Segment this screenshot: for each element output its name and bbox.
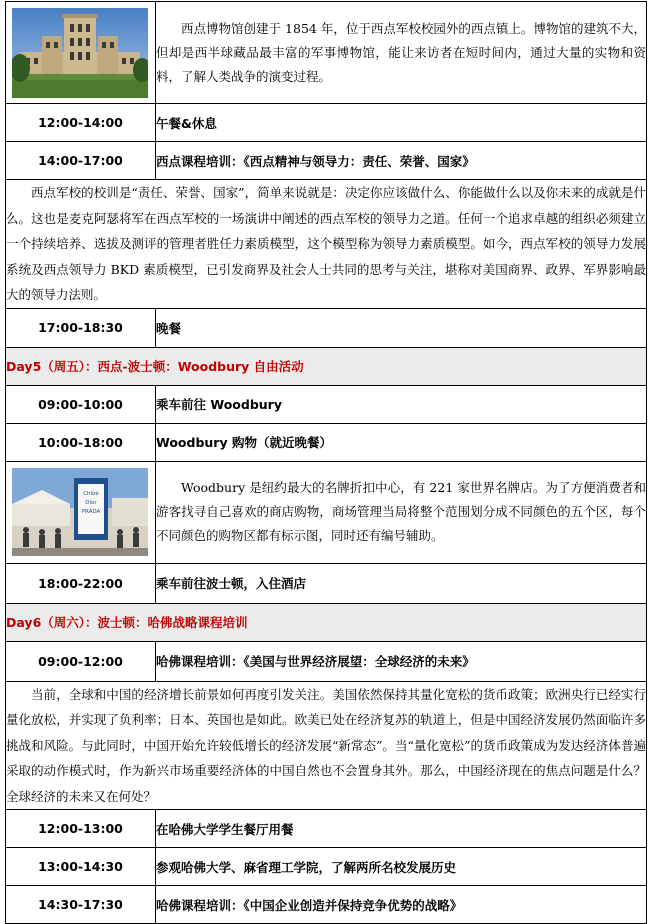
- sign-text-3: PRADA: [81, 509, 101, 515]
- schedule-row: [6, 104, 647, 142]
- time-cell: 12:00-14:00: [6, 104, 156, 142]
- itinerary-table: [5, 1, 647, 924]
- activity-cell: 哈佛课程培训：《中国企业创造并保持竞争优势的战略》: [156, 886, 647, 924]
- schedule-row: [6, 886, 647, 924]
- time-cell: 14:00-17:00: [6, 142, 156, 180]
- schedule-row: [6, 848, 647, 886]
- sign-text-2: Dior: [85, 500, 97, 506]
- activity-cell: 西点课程培训：《西点精神与领导力：责任、荣誉、国家》: [156, 142, 647, 180]
- woodbury-description: Woodbury 是纽约最大的名牌折扣中心，有 221 家世界名牌店。为了方便消费者和游客找寻自己喜欢的商店购物，商场管理当局将整个范围划分成不同颜色的五个区，每个不同颜色的购物区都有标示图，同时还有编号辅助。: [156, 461, 647, 563]
- woodbury-row: [6, 461, 647, 563]
- activity-cell: 乘车前往波士顿，入住酒店: [156, 563, 647, 603]
- activity-cell: Woodbury 购物（就近晚餐）: [156, 423, 647, 461]
- woodbury-photo-cell: [6, 461, 156, 563]
- schedule-row: [6, 142, 647, 180]
- day6-title: Day6（周六）：波士顿：哈佛战略课程培训: [6, 603, 647, 641]
- day5-title: Day5（周五）：西点-波士顿：Woodbury 自由活动: [6, 347, 647, 385]
- activity-cell: 晚餐: [156, 308, 647, 347]
- museum-description: 西点博物馆创建于 1854 年，位于西点军校校园外的西点镇上。博物馆的建筑不大，但却是西半球藏品最丰富的军事博物馆，能让来访者在短时间内，通过大量的实物和资料，了解人类战争的演变过程。: [156, 2, 647, 104]
- activity-cell: 在哈佛大学学生餐厅用餐: [156, 810, 647, 848]
- schedule-row: [6, 810, 647, 848]
- time-cell: 12:00-13:00: [6, 810, 156, 848]
- sign-text-1: Chloé: [83, 491, 99, 497]
- woodbury-photo: [12, 468, 148, 556]
- economy-paragraph: 当前，全球和中国的经济增长前景如何再度引发关注。美国依然保持其量化宽松的货币政策；欧洲央行已经实行量化放松，并实现了负利率；日本、英国也是如此。欧美已处在经济复苏的轨道上，但是中国经济发展仍然面临许多挑战和风险。与此同时，中国开始允许较低增长的经济发展“新常态”。当“量化宽松”的货币政策成为发达经济体普遍采取的动作模式时，作为新兴市场重要经济体的中国自然也不会置身其外。那么，中国经济现在的焦点问题是什么？全球经济的未来又在何处？: [6, 681, 647, 810]
- schedule-row: [6, 308, 647, 347]
- schedule-row: [6, 385, 647, 423]
- activity-cell: 乘车前往 Woodbury: [156, 385, 647, 423]
- day6-header-row: [6, 603, 647, 641]
- schedule-row: [6, 423, 647, 461]
- time-cell: 17:00-18:30: [6, 308, 156, 347]
- museum-photo: [12, 8, 148, 98]
- time-cell: 14:30-17:30: [6, 886, 156, 924]
- schedule-row: [6, 563, 647, 603]
- time-cell: 13:00-14:30: [6, 848, 156, 886]
- westpoint-paragraph-row: [6, 180, 647, 309]
- schedule-row: [6, 641, 647, 681]
- time-cell: 09:00-10:00: [6, 385, 156, 423]
- day5-header-row: [6, 347, 647, 385]
- museum-row: [6, 2, 647, 104]
- activity-cell: 参观哈佛大学、麻省理工学院，了解两所名校发展历史: [156, 848, 647, 886]
- activity-cell: 午餐&休息: [156, 104, 647, 142]
- activity-cell: 哈佛课程培训：《美国与世界经济展望：全球经济的未来》: [156, 641, 647, 681]
- time-cell: 10:00-18:00: [6, 423, 156, 461]
- economy-paragraph-row: [6, 681, 647, 810]
- time-cell: 18:00-22:00: [6, 563, 156, 603]
- westpoint-paragraph: 西点军校的校训是“责任、荣誉、国家”，简单来说就是：决定你应该做什么、你能做什么以及你未来的成就是什么。这也是麦克阿瑟将军在西点军校的一场演讲中阐述的西点军校的领导力之道。任何一个追求卓越的组织必须建立一个持续培养、选拔及测评的管理者胜任力素质模型，这个模型称为领导力素质模型。如今，西点军校的领导力发展系统及西点领导力 BKD 素质模型，已引发商界及社会人士共同的思考与关注，堪称对美国商界、政界、军界影响最大的领导力法则。: [6, 180, 647, 309]
- museum-photo-cell: [6, 2, 156, 104]
- time-cell: 09:00-12:00: [6, 641, 156, 681]
